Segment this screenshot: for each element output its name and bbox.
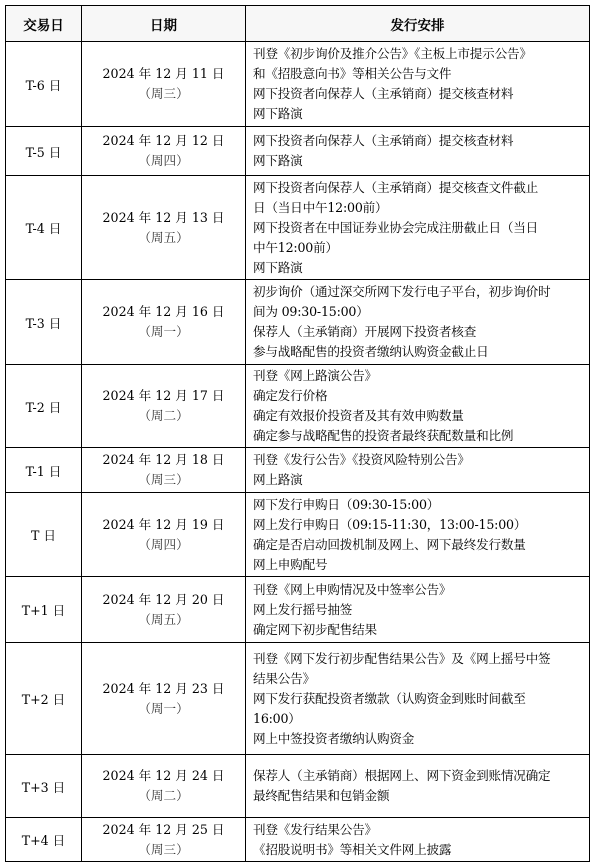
arrangement-line: 网下发行申购日（09:30-15:00） [253,496,440,512]
date-cell [82,577,246,643]
arrangement-line: 间为 09:30-15:00） [253,304,369,319]
date-text: 2024 年 12 月 17 日 [102,388,225,403]
weekday-text: （周五） [138,229,189,245]
weekday-text: （周四） [138,153,189,168]
date-cell [82,755,246,818]
table-row [6,818,590,862]
date-text: 2024 年 12 月 19 日 [102,516,225,532]
arrangement-line: 网下投资者向保荐人（主承销商）提交核查文件截止 [253,179,539,195]
table-row [6,577,590,643]
table-row [6,42,590,127]
arrangement-line: 《招股说明书》等相关文件网上披露 [253,841,452,857]
date-cell [82,42,246,127]
table-row [6,365,590,448]
arrangement-cell [246,643,590,755]
date-cell [82,127,246,176]
arrangement-line: 网下投资者向保荐人（主承销商）提交核查材料 [253,133,514,148]
arrangement-line: 网下发行获配投资者缴款（认购资金到账时间截至 [253,690,526,706]
date-cell [82,448,246,493]
arrangement-line: 网上路演 [253,472,303,487]
arrangement-cell [246,577,590,643]
arrangement-cell [246,280,590,365]
arrangement-line: 刊登《发行公告》《投资风险特别公告》 [253,452,470,467]
date-text: 2024 年 12 月 20 日 [102,591,225,607]
arrangement-cell [246,448,590,493]
weekday-text: （周三） [138,841,189,857]
date-text: 2024 年 12 月 16 日 [102,304,225,319]
table-row [6,755,590,818]
table-row [6,448,590,493]
date-cell [82,280,246,365]
table-row [6,176,590,280]
weekday-text: （周一） [138,700,189,716]
arrangement-line: 网上发行申购日（09:15-11:30，13:00-15:00） [253,516,527,532]
date-text: 2024 年 12 月 11 日 [102,66,225,81]
date-text: 2024 年 12 月 12 日 [102,133,225,148]
arrangement-cell [246,127,590,176]
trading-day-cell: T-5 日 [6,127,82,176]
arrangement-line: 网下路演 [253,153,303,168]
arrangement-cell [246,818,590,862]
date-text: 2024 年 12 月 18 日 [102,452,225,467]
date-cell [82,176,246,280]
arrangement-line: 刊登《网上路演公告》 [253,368,377,383]
weekday-text: （周一） [138,324,189,339]
trading-day-cell: T-3 日 [6,280,82,365]
arrangement-line: 网下投资者在中国证券业协会完成注册截止日（当日 [253,219,539,235]
date-text: 2024 年 12 月 13 日 [102,209,225,225]
date-text: 2024 年 12 月 24 日 [102,768,225,783]
table-row [6,280,590,365]
header-trading-day: 交易日 [6,6,82,42]
weekday-text: （周五） [138,611,189,627]
arrangement-line: 确定是否启动回拨机制及网上、网下最终发行数量 [253,536,526,552]
weekday-text: （周二） [138,408,189,423]
arrangement-line: 刊登《发行结果公告》 [253,821,377,837]
trading-day-cell: T+3 日 [6,755,82,818]
arrangement-line: 保荐人（主承销商）开展网下投资者核查 [253,324,477,339]
table-row [6,493,590,577]
arrangement-cell [246,176,590,280]
arrangement-line: 确定有效报价投资者及其有效申购数量 [253,408,464,423]
date-text: 2024 年 12 月 23 日 [102,680,225,696]
header-date: 日期 [82,6,246,42]
trading-day-cell: T+1 日 [6,577,82,643]
date-cell [82,365,246,448]
arrangement-cell [246,42,590,127]
arrangement-line: 确定网下初步配售结果 [253,621,377,637]
arrangement-line: 中午12:00前） [253,239,338,255]
trading-day-cell: T-2 日 [6,365,82,448]
arrangement-line: 参与战略配售的投资者缴纳认购资金截止日 [253,344,489,359]
arrangement-line: 网下路演 [253,259,303,275]
header-arrangement: 发行安排 [246,6,590,42]
trading-day-cell: T-1 日 [6,448,82,493]
arrangement-line: 结果公告》 [253,670,315,686]
weekday-text: （周二） [138,788,189,803]
date-cell [82,818,246,862]
arrangement-line: 确定参与战略配售的投资者最终获配数量和比例 [253,428,514,443]
trading-day-cell: T+2 日 [6,643,82,755]
weekday-text: （周三） [138,472,189,487]
arrangement-line: 网下路演 [253,106,303,121]
schedule-table [5,5,590,862]
table-row [6,127,590,176]
arrangement-line: 刊登《网下发行初步配售结果公告》及《网上摇号中签 [253,650,551,666]
arrangement-line: 确定发行价格 [253,388,328,403]
arrangement-line: 网上申购配号 [253,556,328,572]
weekday-text: （周四） [138,536,189,552]
table-header-row [6,6,590,42]
trading-day-cell: T 日 [6,493,82,577]
arrangement-line: 初步询价（通过深交所网下发行电子平台，初步询价时 [253,284,551,299]
arrangement-cell [246,755,590,818]
table-row [6,643,590,755]
trading-day-cell: T+4 日 [6,818,82,862]
date-cell [82,493,246,577]
arrangement-line: 保荐人（主承销商）根据网上、网下资金到账情况确定 [253,768,551,783]
arrangement-cell [246,365,590,448]
arrangement-line: 网上发行摇号抽签 [253,601,353,617]
arrangement-line: 日（当日中午12:00前） [253,199,388,215]
date-text: 2024 年 12 月 25 日 [102,821,225,837]
trading-day-cell: T-4 日 [6,176,82,280]
trading-day-cell: T-6 日 [6,42,82,127]
arrangement-line: 最终配售结果和包销金额 [253,788,390,803]
arrangement-line: 刊登《网上申购情况及中签率公告》 [253,581,452,597]
arrangement-line: 网下投资者向保荐人（主承销商）提交核查材料 [253,86,514,101]
arrangement-line: 和《招股意向书》等相关公告与文件 [253,66,452,81]
arrangement-line: 16:00） [253,710,301,726]
date-cell [82,643,246,755]
weekday-text: （周三） [138,86,189,101]
arrangement-line: 网上中签投资者缴纳认购资金 [253,730,415,746]
arrangement-line: 刊登《初步询价及推介公告》《主板上市提示公告》 [253,46,532,61]
arrangement-cell [246,493,590,577]
